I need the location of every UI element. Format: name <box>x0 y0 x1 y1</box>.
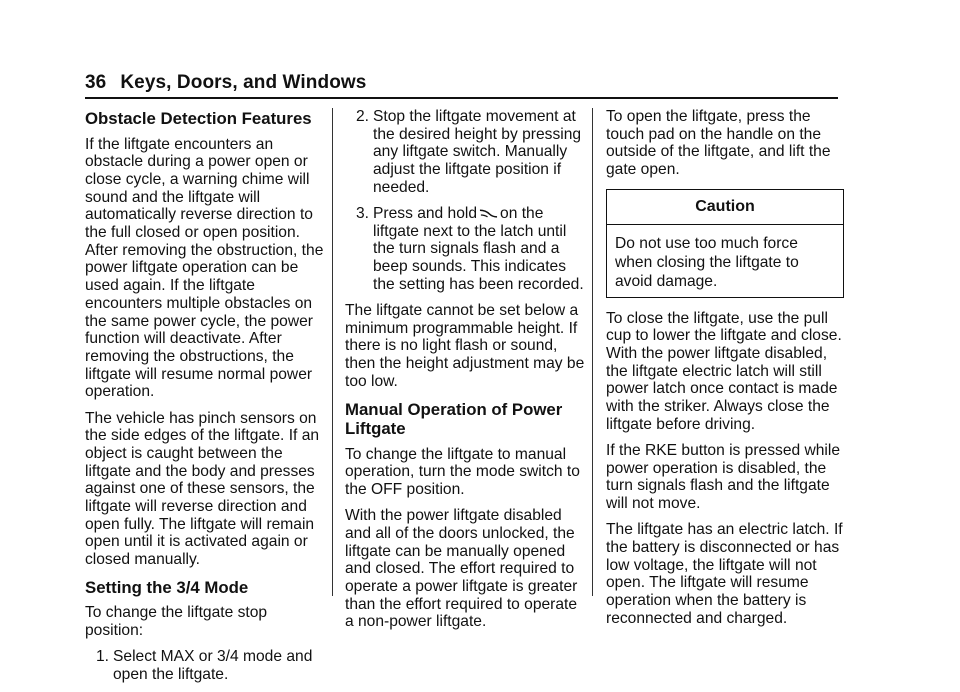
liftgate-icon <box>479 208 498 220</box>
step-text-part-a: Press and hold <box>373 205 478 223</box>
paragraph-close-liftgate: To close the liftgate, use the pull cup to lower the liftgate and close. With the power liftgate disabled, the liftgate electric latch will still power latch once contact is made with the striker. Always close the liftgate before driving. <box>606 309 842 433</box>
step-text: Select MAX or 3/4 mode and open the liftgate. <box>113 648 313 683</box>
caution-text: Do not use too much force when closing the liftgate to avoid damage. <box>615 234 799 290</box>
step-number: 3. <box>355 205 369 223</box>
page-header <box>85 72 366 94</box>
heading-manual-operation: Manual Operation of Power Liftgate <box>345 399 563 439</box>
step-text: Stop the liftgate movement at the desired height by pressing any liftgate switch. Manually adjust the liftgate position if needed. <box>373 108 582 196</box>
step-number: 2. <box>355 108 369 125</box>
paragraph-manual-mode: To change the liftgate to manual operation, turn the mode switch to the OFF position. <box>345 445 580 498</box>
heading-setting-mode: Setting the 3/4 Mode <box>85 577 249 597</box>
column-1 <box>85 108 325 692</box>
heading-obstacle-detection: Obstacle Detection Features <box>85 109 312 128</box>
paragraph-open-liftgate: To open the liftgate, press the touch pad on the handle on the outside of the liftgate, and lift the gate open. <box>606 108 831 179</box>
paragraph-obstacle: If the liftgate encounters an obstacle during a power open or close cycle, a warning chime will sound and the liftgate will automatically reverse direction to the full closed or open position. After removing the obstruction, the power liftgate operation can be used again. If the liftgate encounters multiple obstacles on the same power cycle, the power function will deactivate. After removing the obstructions, the liftgate will resume normal power operation. <box>85 135 324 401</box>
caution-box <box>606 189 844 298</box>
list-item-step-3 <box>345 205 585 294</box>
paragraph-manual-effort: With the power liftgate disabled and all of the doors unlocked, the liftgate can be manually opened and closed. The effort required to operate a power liftgate is greater than the effort required to operate a non-power liftgate. <box>345 507 578 631</box>
column-2 <box>345 108 585 640</box>
section-title: Keys, Doors, and Windows <box>120 72 367 93</box>
paragraph-electric-latch: The liftgate has an electric latch. If the battery is disconnected or has low voltage, the liftgate will not open. The liftgate will resume operation when the battery is reconnected and charged. <box>606 521 843 627</box>
list-item-step-1 <box>85 648 325 683</box>
paragraph-pinch-sensors: The vehicle has pinch sensors on the side edges of the liftgate. If an object is caught between the liftgate and the body and presses against one of these sensors, the liftgate will reverse direction and open fully. The liftgate will remain open until it is activated again or closed manually. <box>85 409 320 569</box>
step-text <box>373 205 585 294</box>
column-divider-1 <box>332 108 333 596</box>
caution-body <box>607 225 843 297</box>
page-number: 36 <box>85 72 107 93</box>
column-3 <box>606 108 844 636</box>
header-rule <box>85 97 838 99</box>
column-divider-2 <box>592 108 593 596</box>
list-item-step-2 <box>345 108 585 197</box>
caution-title: Caution <box>607 190 843 225</box>
paragraph-rke-button: If the RKE button is pressed while power operation is disabled, the turn signals flash and the liftgate will not move. <box>606 441 841 513</box>
step-text-part-b: on the liftgate next to the latch until the turn signals flash and a beep sounds. This indicates the setting has been recorded. <box>373 205 584 293</box>
paragraph-min-height: The liftgate cannot be set below a minimum programmable height. If there is no light flash or sound, then the height adjustment may be too low. <box>345 302 585 390</box>
step-number: 1. <box>95 648 109 666</box>
paragraph-stop-position: To change the liftgate stop position: <box>85 604 268 640</box>
